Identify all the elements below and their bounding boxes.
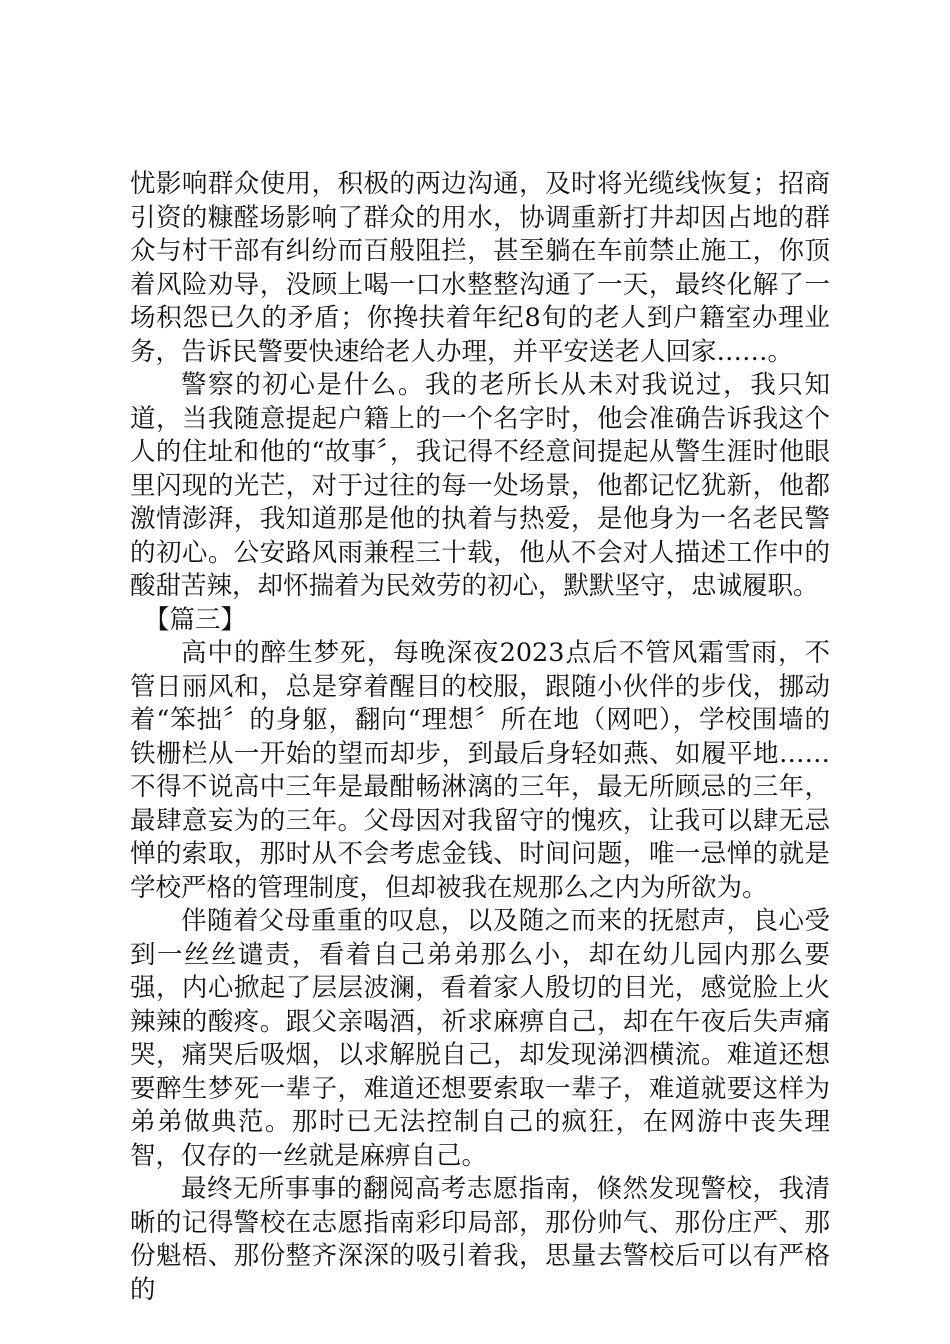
paragraph-parents-sigh: 伴随着父母重重的叹息，以及随之而来的抚慰声，良心受到一丝丝谴责，看着自己弟弟那么小，却在幼儿园内那么要强，内心掀起了层层波澜，看着家人殷切的目光，感觉脸上火辣辣的酸疼。跟父亲喝酒，祈求麻痹自己，却在午夜后失声痛哭，痛哭后吸烟，以求解脱自己，却发现涕泗横流。难道还想要醉生梦死一辈子，难道还想要索取一辈子，难道就要这样为弟弟做典范。那时已无法控制自己的疯狂，在网游中丧失理智，仅存的一丝就是麻痹自己。 xyxy=(130,906,830,1171)
document-body xyxy=(130,168,830,1307)
paragraph-high-school: 高中的醉生梦死，每晚深夜2023点后不管风霜雪雨，不管日丽风和，总是穿着醒目的校服，跟随小伙伴的步伐，挪动着“笨拙〞的身躯，翻向“理想〞所在地（网吧），学校围墙的铁栅栏从一开始的望而却步，到最后身轻如燕、如履平地……不得不说高中三年是最酣畅淋漓的三年，最无所顾忌的三年，最肆意妄为的三年。父母因对我留守的愧疚，让我可以肆无忌惮的索取，那时从不会考虑金钱、时间问题，唯一忌惮的就是学校严格的管理制度，但却被我在规那么之内为所欲为。 xyxy=(130,638,830,903)
section-heading-part-three: 【篇三】 xyxy=(144,604,247,635)
paragraph-continuation: 忧影响群众使用，积极的两边沟通，及时将光缆线恢复；招商引资的糠醛场影响了群众的用水，协调重新打井却因占地的群众与村干部有纠纷而百般阻拦，甚至躺在车前禁止施工，你顶着风险劝导，没顾上喝一口水整整沟通了一天，最终化解了一场积怨已久的矛盾；你搀扶着年纪8旬的老人到户籍室办理业务，告诉民警要快速给老人办理，并平安送老人回家……。 xyxy=(130,169,830,367)
paragraph-police-school: 最终无所事事的翻阅高考志愿指南，倏然发现警校，我清晰的记得警校在志愿指南彩印局部，那份帅气、那份庄严、那份魁梧、那份整齐深深的吸引着我，思量去警校后可以有严格的 xyxy=(130,1174,830,1305)
paragraph-police-original-heart: 警察的初心是什么。我的老所长从未对我说过，我只知道，当我随意提起户籍上的一个名字时，他会准确告诉我这个人的住址和他的“故事〞，我记得不经意间提起从警生涯时他眼里闪现的光芒，对于过往的每一处场景，他都记忆犹新，他都激情澎湃，我知道那是他的执着与热爱，是他身为一名老民警的初心。公安路风雨兼程三十载，他从不会对人描述工作中的酸甜苦辣，却怀揣着为民效劳的初心，默默坚守，忠诚履职。 xyxy=(130,370,830,601)
